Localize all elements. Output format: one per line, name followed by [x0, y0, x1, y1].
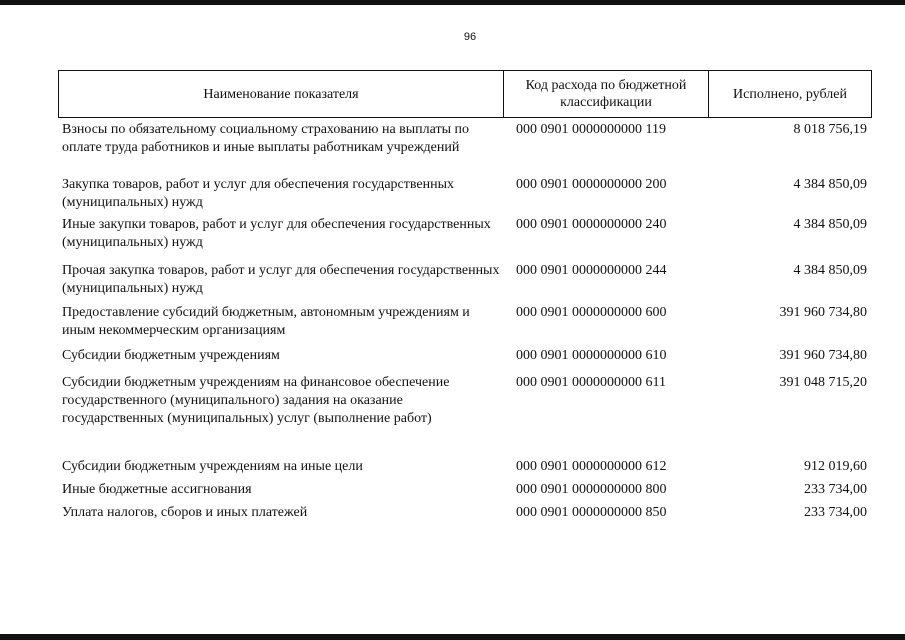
row-amount: 233 734,00: [804, 482, 867, 497]
row-name: Субсидии бюджетным учреждениям на иные цели: [62, 459, 363, 474]
row-amount: 391 960 734,80: [779, 305, 867, 320]
row-name: Иные бюджетные ассигнования: [62, 482, 252, 497]
row-code: 000 0901 0000000000 240: [516, 217, 667, 232]
row-code: 000 0901 0000000000 244: [516, 263, 667, 278]
row-code: 000 0901 0000000000 600: [516, 305, 667, 320]
row-amount: 391 960 734,80: [779, 348, 867, 363]
page-border-bottom: [0, 634, 905, 640]
row-amount: 8 018 756,19: [793, 122, 867, 137]
row-amount: 233 734,00: [804, 505, 867, 520]
row-code: 000 0901 0000000000 610: [516, 348, 667, 363]
row-code: 000 0901 0000000000 612: [516, 459, 667, 474]
row-code: 000 0901 0000000000 850: [516, 505, 667, 520]
row-amount: 4 384 850,09: [793, 177, 867, 192]
row-amount: 4 384 850,09: [793, 217, 867, 232]
row-name: Взносы по обязательному социальному страхованию на выплаты по оплате труда работников и иные выплаты работникам учреждений: [62, 122, 470, 155]
header-code: Код расхода по бюджетной классификации: [525, 78, 687, 110]
row-code: 000 0901 0000000000 200: [516, 177, 667, 192]
row-code: 000 0901 0000000000 119: [516, 122, 666, 137]
row-code: 000 0901 0000000000 611: [516, 375, 666, 390]
row-amount: 4 384 850,09: [793, 263, 867, 278]
row-name: Прочая закупка товаров, работ и услуг для обеспечения государственных (муниципальных) нужд: [62, 263, 500, 296]
row-code: 000 0901 0000000000 800: [516, 482, 667, 497]
row-name: Предоставление субсидий бюджетным, автономным учреждениям и иным некоммерческим организациям: [62, 305, 470, 338]
row-name: Закупка товаров, работ и услуг для обеспечения государственных (муниципальных) нужд: [62, 177, 455, 210]
row-amount: 391 048 715,20: [779, 375, 867, 390]
row-name: Уплата налогов, сборов и иных платежей: [62, 505, 308, 520]
page-border-top: [0, 0, 905, 5]
header-name: Наименование показателя: [203, 86, 359, 102]
row-name: Иные закупки товаров, работ и услуг для обеспечения государственных (муниципальных) нужд: [62, 217, 491, 250]
header-amount: Исполнено, рублей: [733, 86, 847, 102]
table-header: [58, 70, 872, 118]
row-name: Субсидии бюджетным учреждениям на финансовое обеспечение государственного (муниципального) задания на оказание государственных (муниципальных) услуг (выполнение работ): [62, 375, 450, 426]
row-name: Субсидии бюджетным учреждениям: [62, 348, 280, 363]
row-amount: 912 019,60: [804, 459, 867, 474]
page-number: 96: [463, 31, 477, 43]
